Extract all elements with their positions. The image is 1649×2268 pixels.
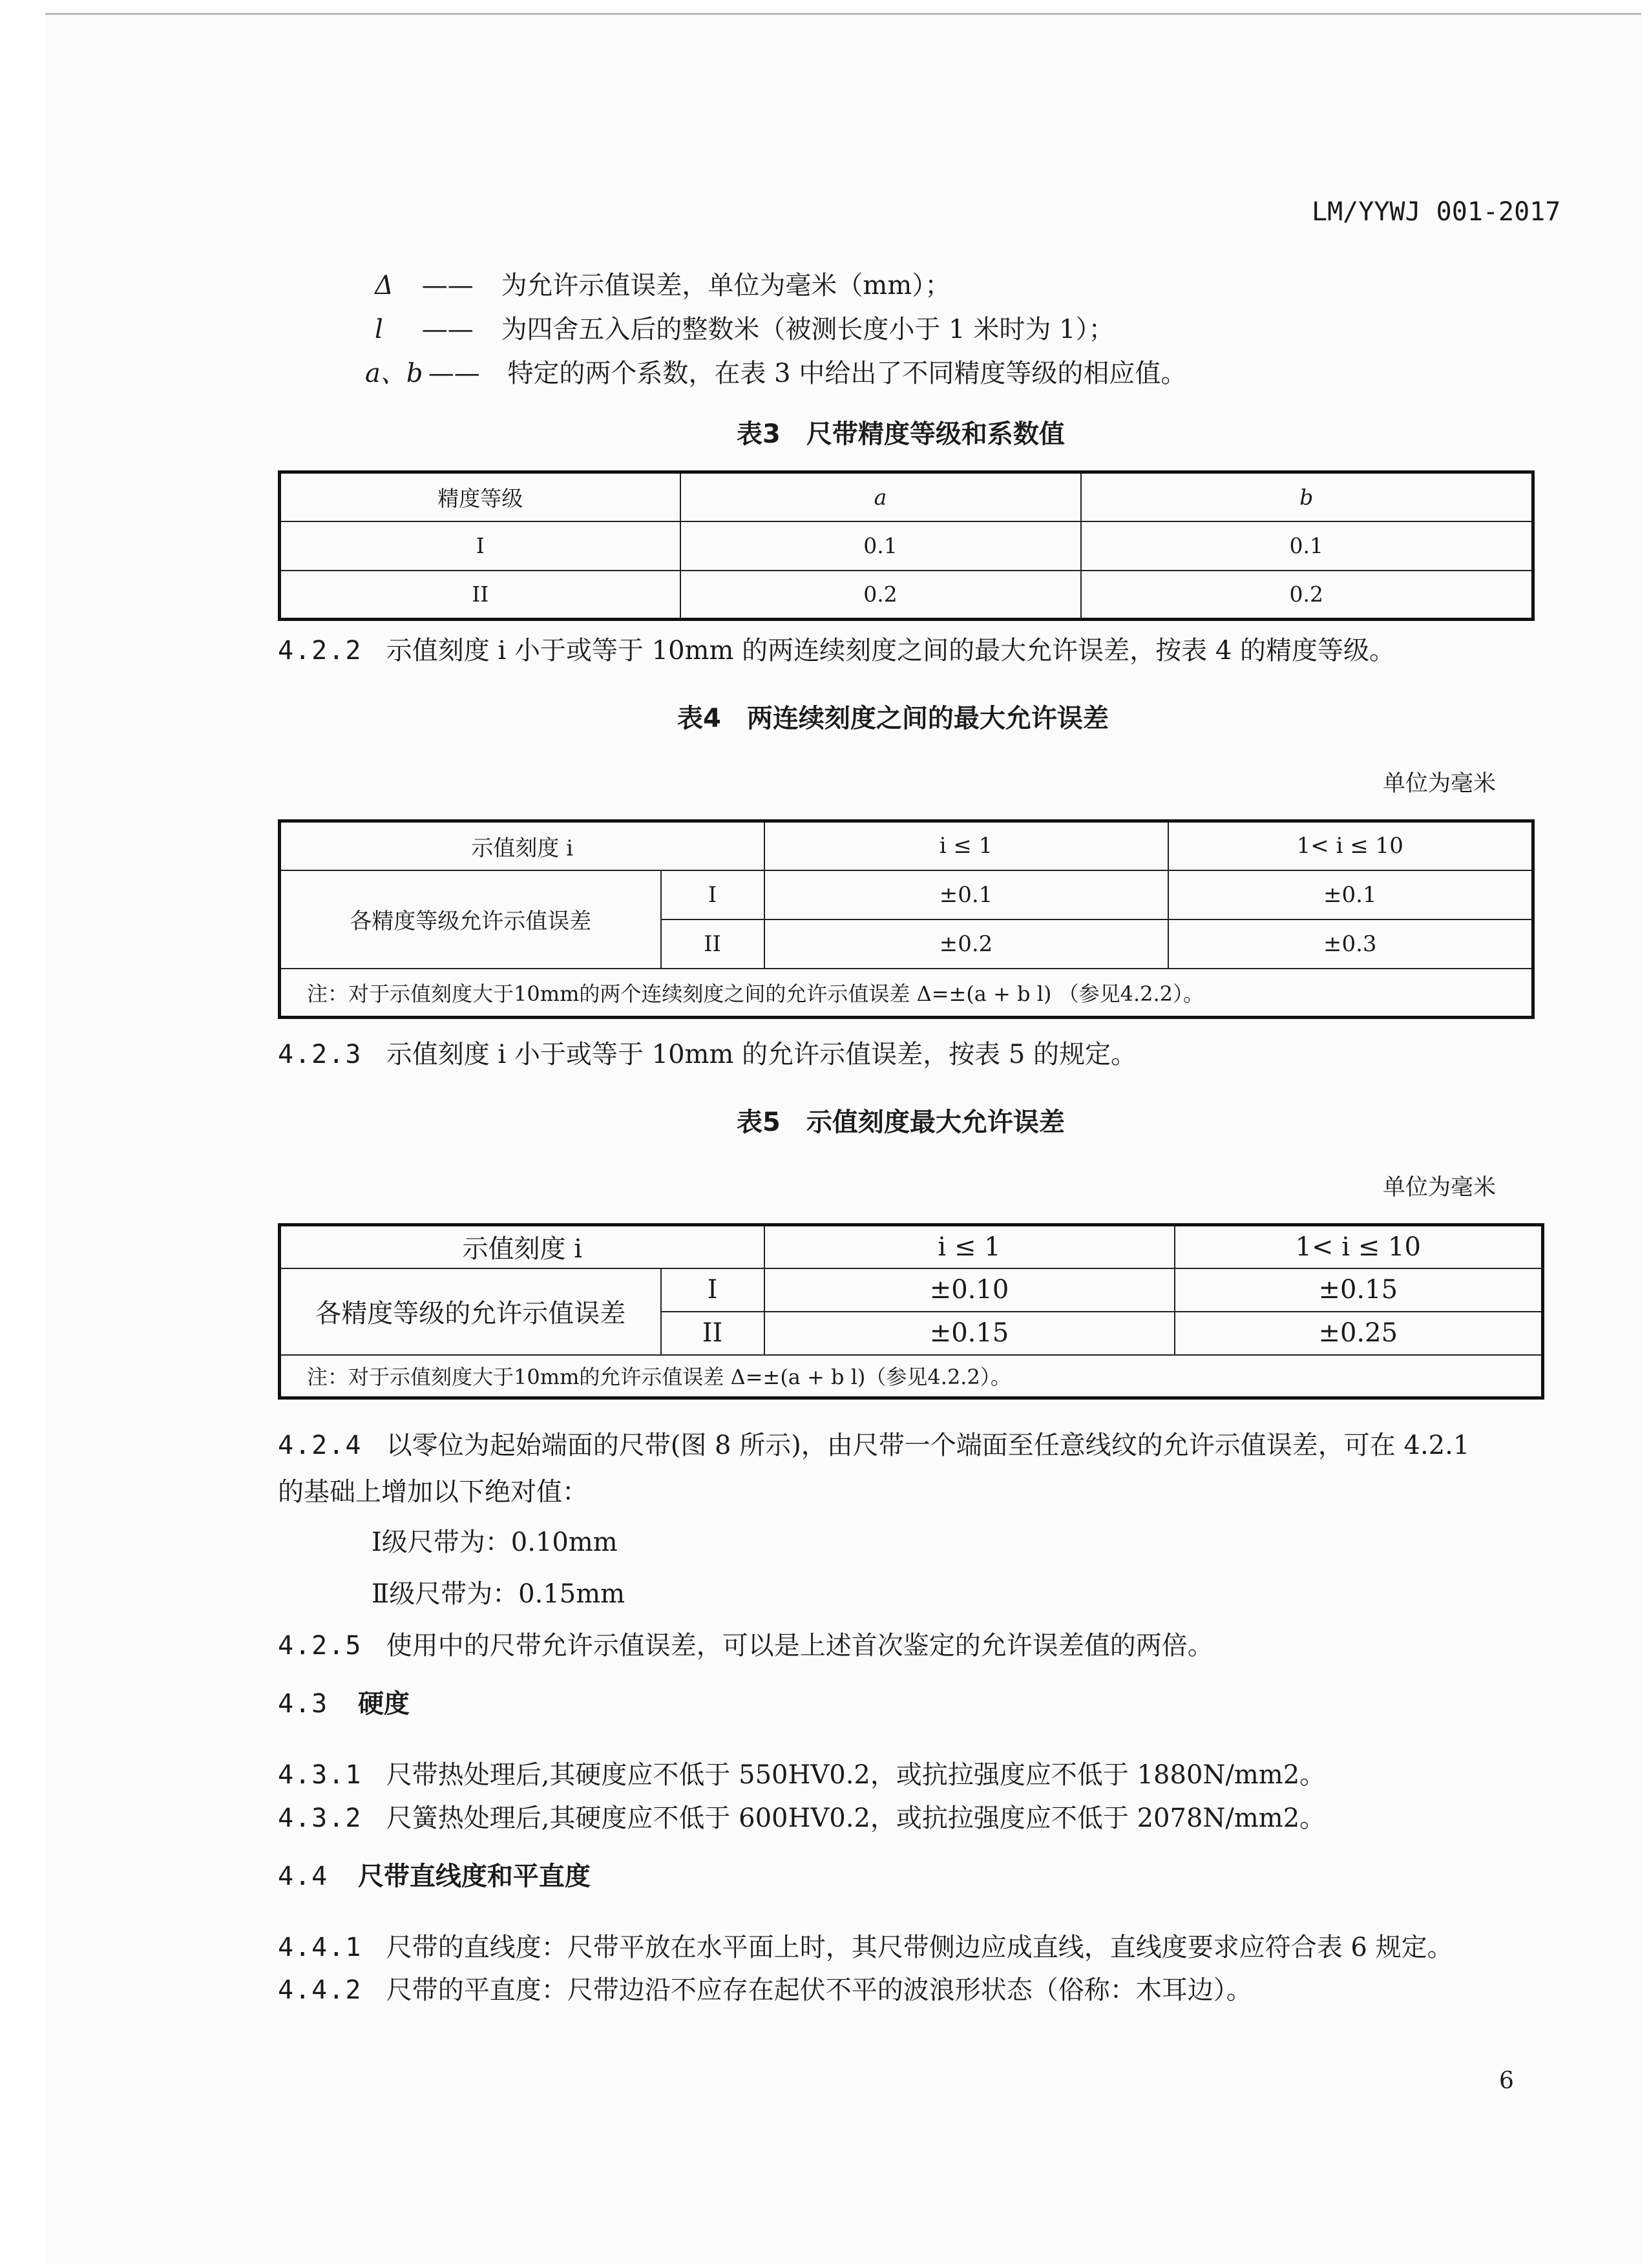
header-cell: 1< i ≤ 10 <box>1175 1225 1543 1268</box>
table-header-row <box>280 1225 1543 1268</box>
clause-text: 尺带热处理后,其硬度应不低于 550HV0.2，或抗拉强度应不低于 1880N/mm2。 <box>386 1760 1326 1790</box>
symbol-def-ab <box>365 353 1186 390</box>
clause-number: 4.2.5 <box>278 1631 362 1661</box>
clause-text: 示值刻度 i 小于或等于 10mm 的两连续刻度之间的最大允许误差，按表 4 的精度等级。 <box>386 636 1396 666</box>
table4-unit: 单位为毫米 <box>1383 771 1497 797</box>
header-cell: a <box>680 472 1081 521</box>
section-title: 尺带直线度和平直度 <box>357 1862 591 1891</box>
definition: 为四舍五入后的整数米（被测长度小于 1 米时为 1）； <box>501 315 1115 344</box>
header-cell: 示值刻度 i <box>280 821 764 870</box>
table-row <box>280 870 1533 919</box>
clause-4-2-4-cont: 的基础上增加以下绝对值： <box>278 1477 588 1507</box>
clause-4-4-1 <box>278 1924 1453 1971</box>
table-note-row <box>280 1355 1543 1398</box>
clause-4-2-4 <box>278 1422 1469 1469</box>
section-title: 硬度 <box>357 1689 410 1719</box>
table-cell: ±0.2 <box>764 919 1168 969</box>
symbol: l <box>375 315 383 344</box>
table-cell: I <box>280 521 680 571</box>
table5-unit: 单位为毫米 <box>1383 1175 1497 1201</box>
clause-number: 4.2.3 <box>278 1040 362 1069</box>
section-4-4-heading <box>278 1856 591 1893</box>
header-cell: 精度等级 <box>280 472 680 521</box>
clause-text: 以零位为起始端面的尺带(图 8 所示)，由尺带一个端面至任意线纹的允许示值误差，可在 4.2.1 <box>386 1431 1470 1460</box>
table3 <box>278 470 1535 621</box>
definition: 为允许示值误差，单位为毫米（mm）； <box>501 271 951 300</box>
table-cell: ±0.3 <box>1168 919 1533 969</box>
table5-caption: 表5 示值刻度最大允许误差 <box>737 1108 1065 1137</box>
table-cell: II <box>280 571 680 620</box>
clause-4-2-4-item1: Ⅰ级尺带为：0.10mm <box>372 1528 618 1557</box>
table-cell: II <box>661 919 764 969</box>
clause-4-2-2 <box>278 627 1395 675</box>
page-number: 6 <box>1499 2068 1514 2094</box>
table-row <box>280 571 1533 620</box>
clause-number: 4.2.2 <box>278 636 362 666</box>
clause-4-3-2 <box>278 1794 1325 1842</box>
header-cell: i ≤ 1 <box>764 1225 1175 1268</box>
document-code: LM/YYWJ 001-2017 <box>1312 197 1561 227</box>
clause-text: 尺带的平直度：尺带边沿不应存在起伏不平的波浪形状态（俗称：木耳边）。 <box>386 1975 1252 2005</box>
table4-caption: 表4 两连续刻度之间的最大允许误差 <box>677 704 1109 733</box>
clause-text: 尺簧热处理后,其硬度应不低于 600HV0.2，或抗拉强度应不低于 2078N/mm2。 <box>386 1803 1326 1833</box>
table-cell: I <box>661 870 764 919</box>
table-cell: 0.2 <box>1081 571 1533 620</box>
table4 <box>278 819 1535 1019</box>
symbol-def-delta <box>375 265 951 302</box>
table-cell: 0.2 <box>680 571 1081 620</box>
table-row <box>280 1268 1543 1312</box>
clause-text: 示值刻度 i 小于或等于 10mm 的允许示值误差，按表 5 的规定。 <box>386 1040 1137 1069</box>
row-label: 各精度等级的允许示值误差 <box>280 1268 661 1355</box>
clause-number: 4.3.1 <box>278 1760 362 1790</box>
table-row <box>280 521 1533 571</box>
dash: —— <box>421 271 474 300</box>
header-cell: i ≤ 1 <box>764 821 1168 870</box>
section-number: 4.4 <box>278 1862 329 1891</box>
table-cell: II <box>661 1312 764 1355</box>
row-label: 各精度等级允许示值误差 <box>280 870 661 969</box>
clause-number: 4.2.4 <box>278 1431 362 1460</box>
table-note-row <box>280 969 1533 1018</box>
table-cell: ±0.25 <box>1175 1312 1543 1355</box>
table-note: 注：对于示值刻度大于10mm的两个连续刻度之间的允许示值误差 Δ=±(a + b l) （参见4.2.2）。 <box>280 969 1533 1018</box>
table3-caption: 表3 尺带精度等级和系数值 <box>737 419 1065 449</box>
table-cell: ±0.10 <box>764 1268 1175 1312</box>
clause-number: 4.4.2 <box>278 1975 362 2005</box>
clause-number: 4.4.1 <box>278 1933 362 1962</box>
clause-4-2-3 <box>278 1031 1137 1078</box>
table-cell: ±0.1 <box>764 870 1168 919</box>
header-cell: 示值刻度 i <box>280 1225 764 1268</box>
table-header-row <box>280 472 1533 521</box>
table-note: 注：对于示值刻度大于10mm的允许示值误差 Δ=±(a + b l)（参见4.2.2）。 <box>280 1355 1543 1398</box>
table-cell: ±0.15 <box>764 1312 1175 1355</box>
definition: 特定的两个系数，在表 3 中给出了不同精度等级的相应值。 <box>507 359 1187 388</box>
header-cell: b <box>1081 472 1533 521</box>
clause-number: 4.3.2 <box>278 1803 362 1833</box>
dash: —— <box>428 359 480 388</box>
section-number: 4.3 <box>278 1689 329 1719</box>
table-cell: 0.1 <box>1081 521 1533 571</box>
clause-text: 尺带的直线度：尺带平放在水平面上时，其尺带侧边应成直线，直线度要求应符合表 6 规定。 <box>386 1933 1453 1962</box>
table5 <box>278 1223 1544 1400</box>
section-4-3-heading <box>278 1683 410 1720</box>
clause-4-2-5 <box>278 1622 1213 1670</box>
symbol: a、b <box>365 359 423 388</box>
clause-4-2-4-item2: Ⅱ级尺带为：0.15mm <box>372 1579 625 1609</box>
clause-4-3-1 <box>278 1751 1325 1799</box>
clause-text: 使用中的尺带允许示值误差，可以是上述首次鉴定的允许误差值的两倍。 <box>386 1631 1213 1661</box>
symbol: Δ <box>375 271 394 300</box>
table-cell: ±0.1 <box>1168 870 1533 919</box>
dash: —— <box>421 315 474 344</box>
table-cell: ±0.15 <box>1175 1268 1543 1312</box>
header-cell: 1< i ≤ 10 <box>1168 821 1533 870</box>
table-cell: I <box>661 1268 764 1312</box>
symbol-def-l <box>375 309 1114 346</box>
clause-4-4-2 <box>278 1966 1252 2014</box>
table-header-row <box>280 821 1533 870</box>
table-cell: 0.1 <box>680 521 1081 571</box>
